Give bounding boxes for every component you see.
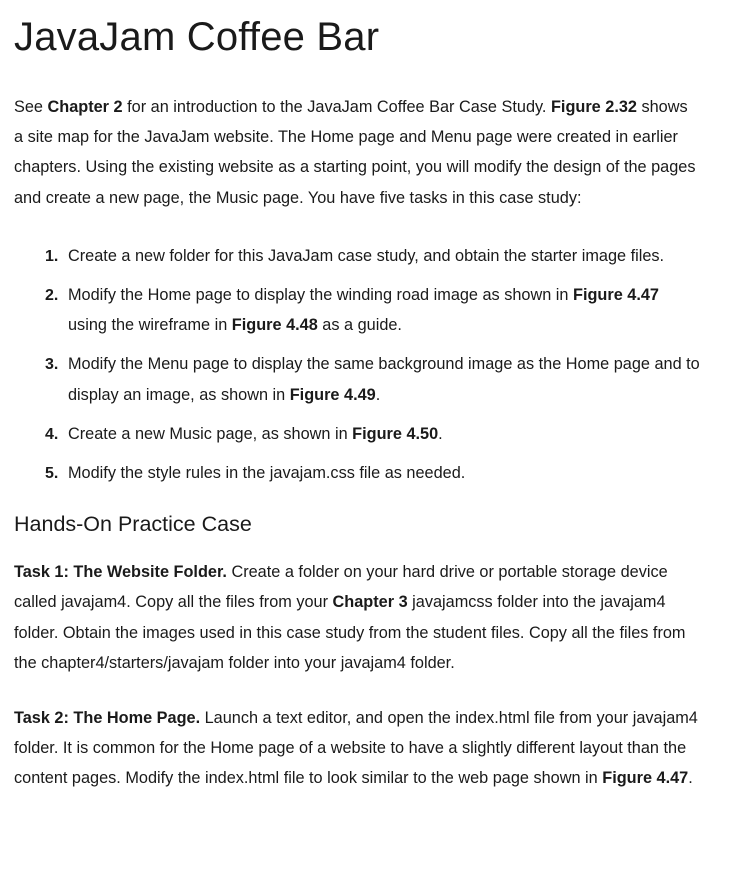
task-text: Modify the Home page to display the winding road image as shown in [68,286,574,305]
task-text: Create a new Music page, as shown in [68,424,353,443]
task-text: Modify the Menu page to display the same background image as the Home page and to display an image, as shown in [68,355,700,404]
task-list-item-3 [68,349,701,409]
task-list-item-4 [68,419,701,449]
task-text: Modify the style rules in the javajam.css file as needed. [68,464,466,483]
task-list-item-1 [68,241,701,271]
intro-text: See [14,98,48,116]
section-heading: Hands-On Practice Case [14,512,252,537]
task-text: as a guide. [317,316,402,335]
task1-label: Task 1: The Website Folder. [14,563,227,582]
task1-text: javajamcss folder into the javajam4 folder. Obtain the images used in this case study from the student files. Copy all the files from the chapter4/starters/javajam folder into your javajam4 folder. [14,593,686,672]
page-title: JavaJam Coffee Bar [14,15,380,59]
task-text: using the wireframe in [68,316,232,335]
task-figure-ref: Figure 4.50 [352,424,439,443]
intro-paragraph [14,92,701,213]
task-figure-ref: Figure 4.48 [231,316,318,335]
intro-text: shows a site map for the JavaJam website. The Home page and Menu page were created in earlier chapters. Using the existing website as a starting point, you will modify the design of the pages and create a new page, the Music page. You have five tasks in this case study: [14,98,696,207]
intro-bold: Chapter 2 [47,98,123,116]
task2-text: Launch a text editor, and open the index.html file from your javajam4 folder. It is common for the Home page of a website to have a slightly different layout than the content pages. Modify the index.html file to look similar to the web page shown in [14,709,698,788]
task2-bold: Figure 4.47 [602,769,689,788]
task-list-item-5 [68,458,701,488]
task1-text: Create a folder on your hard drive or portable storage device called javajam4. Copy all the files from your [14,563,668,612]
task2-label: Task 2: The Home Page. [14,709,201,728]
intro-bold: Figure 2.32 [550,98,637,116]
task-list-item-2 [68,280,701,340]
task1-paragraph [14,557,701,678]
task1-bold: Chapter 3 [332,593,408,612]
task2-paragraph [14,703,701,794]
task-list [14,241,701,488]
task2-text: . [688,769,693,788]
task-text: . [375,385,381,404]
task-figure-ref: Figure 4.47 [573,286,659,305]
task-text: . [438,424,443,443]
task-figure-ref: Figure 4.49 [289,385,376,404]
task-text: Create a new folder for this JavaJam case study, and obtain the starter image files. [68,246,665,265]
intro-text: for an introduction to the JavaJam Coffee Bar Case Study. [122,98,551,116]
